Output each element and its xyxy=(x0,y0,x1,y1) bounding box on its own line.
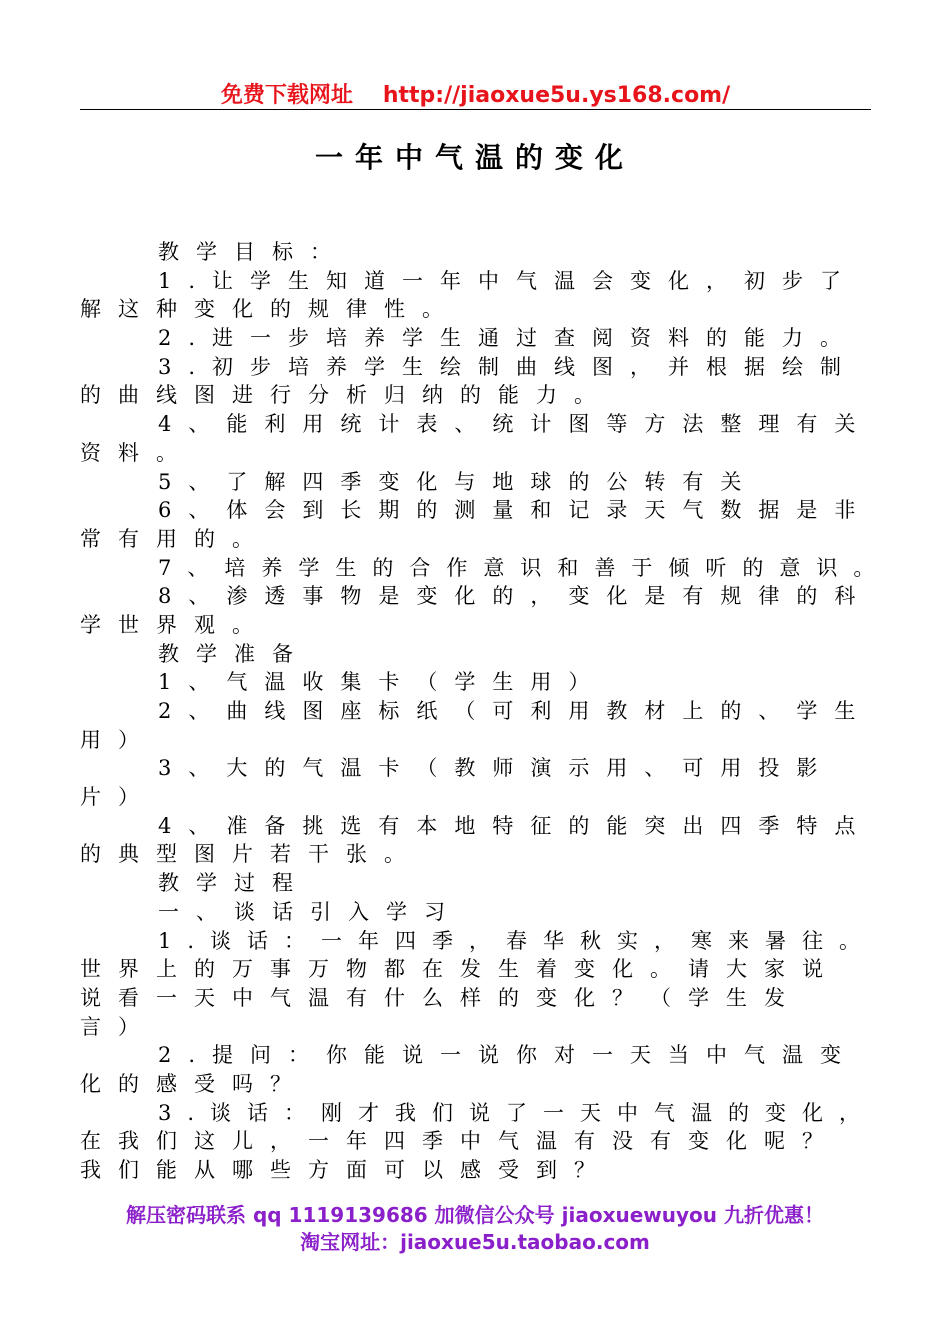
text-line: 的典型图片若干张。 xyxy=(80,842,422,867)
header-url-link[interactable]: http://jiaoxue5u.ys168.com/ xyxy=(382,83,731,108)
text-line: 世界上的万事万物都在发生着变化。请大家说 xyxy=(80,957,840,982)
text-line: 说看一天中气温有什么样的变化？（学生发 xyxy=(80,985,802,1010)
text-line: 3.谈话：刚才我们说了一天中气温的变化， xyxy=(158,1100,877,1125)
text-line: 用） xyxy=(80,727,156,752)
text-line: 1.让学生知道一年中气温会变化，初步了 xyxy=(158,268,859,293)
text-line: 的曲线图进行分析归纳的能力。 xyxy=(80,383,612,408)
text-line: 7、培养学生的合作意识和善于倾听的意识。 xyxy=(158,555,891,580)
section-heading-process: 教学过程 xyxy=(158,871,310,896)
download-header xyxy=(80,78,871,108)
text-line: 我们能从哪些方面可以感受到？ xyxy=(80,1158,612,1182)
text-line: 1.谈话：一年四季，春华秋实，寒来暑往。 xyxy=(158,928,877,953)
text-line: 资料。 xyxy=(80,440,194,465)
text-line: 2.进一步培养学生通过查阅资料的能力。 xyxy=(158,326,859,351)
text-line: 8、渗透事物是变化的，变化是有规律的科 xyxy=(158,584,873,609)
header-divider xyxy=(80,109,871,110)
text-line: 1、气温收集卡（学生用） xyxy=(158,670,607,695)
section-heading-preparation: 教学准备 xyxy=(158,641,310,666)
text-line: 6、体会到长期的测量和记录天气数据是非 xyxy=(158,498,873,523)
header-site-label: 免费下载网址 xyxy=(220,83,353,108)
subsection-heading: 一、谈话引入学习 xyxy=(158,899,462,924)
text-line: 常有用的。 xyxy=(80,526,270,551)
text-line: 3.初步培养学生绘制曲线图，并根据绘制 xyxy=(158,354,859,379)
lesson-body xyxy=(80,238,892,1185)
text-line: 5、了解四季变化与地球的公转有关 xyxy=(158,469,759,494)
text-line: 4、能利用统计表、统计图等方法整理有关 xyxy=(158,412,873,437)
text-line: 4、准备挑选有本地特征的能突出四季特点 xyxy=(158,813,873,838)
footer-contact: 解压密码联系 qq 1119139686 加微信公众号 jiaoxuewuyou 九折优惠！ xyxy=(126,1203,824,1227)
text-line: 学世界观。 xyxy=(80,612,270,637)
text-line: 2、曲线图座标纸（可利用教材上的、学生 xyxy=(158,699,873,723)
text-line: 3、大的气温卡（教师演示用、可用投影 xyxy=(158,756,835,781)
text-line: 片） xyxy=(80,785,156,810)
footer-shop-link[interactable]: 淘宝网址：jiaoxue5u.taobao.com xyxy=(300,1230,650,1254)
text-line: 言） xyxy=(80,1014,156,1039)
text-line: 2.提问：你能说一说你对一天当中气温变 xyxy=(158,1043,859,1068)
section-heading-objectives: 教学目标： xyxy=(158,240,348,264)
text-line: 在我们这儿，一年四季中气温有没有变化呢？ xyxy=(80,1129,840,1154)
page-title: 一年中气温的变化 xyxy=(314,141,635,174)
text-line: 化的感受吗？ xyxy=(80,1071,308,1096)
text-line: 解这种变化的规律性。 xyxy=(80,297,460,322)
